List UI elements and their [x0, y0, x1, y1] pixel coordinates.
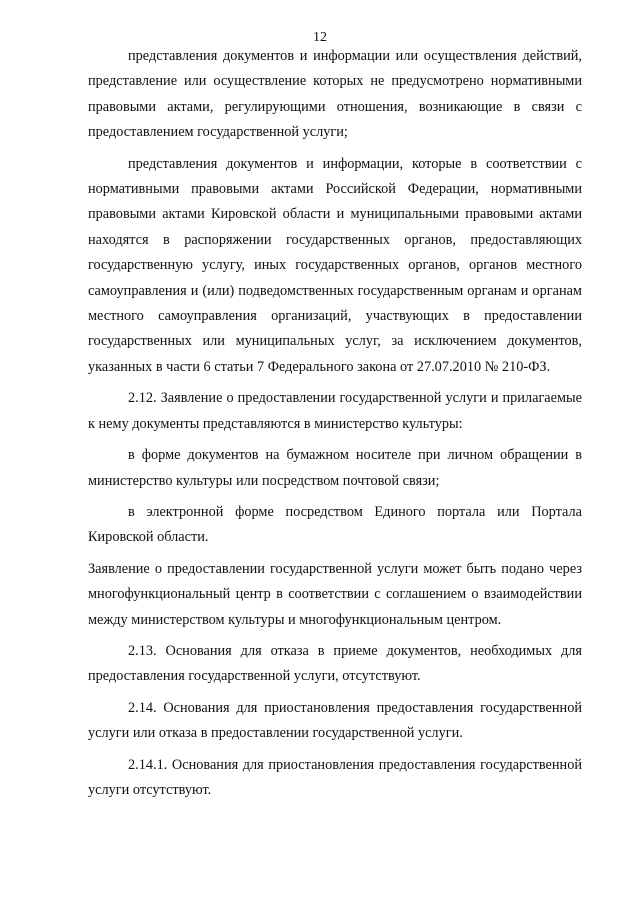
paragraph-2-12: 2.12. Заявление о предоставлении государственной услуги и прилагаемые к нему документы представляются в министерство культуры: [88, 390, 582, 432]
page-number: 12 [313, 30, 327, 45]
paragraph-electronic-form: в электронной форме посредством Единого портала или Портала Кировской области. [88, 503, 582, 546]
paragraph-2-14: 2.14. Основания для приостановления предоставления государственной услуги или отказа в предоставлении государственной услуги. [88, 699, 582, 742]
paragraph-2: представления документов и информации, которые в соответствии с нормативными правовыми актами Российской Федерации, нормативными правовыми актами Кировской области и муниципальными правовыми актами находятся в распоряжении государственных органов, предоставляющих государственную услугу, иных государственных органов, органов местного самоуправления и (или) подведомственных государственным органам и органам местного самоуправления организаций, участвующих в предоставлении государственных или муниципальных услуг, за исключением документов, указанных в части 6 статьи 7 Федерального закона от 27.07.2010 № 210-ФЗ. [88, 155, 582, 375]
paragraph-1: представления документов и информации или осуществления действий, представление или осуществление которых не предусмотрено нормативными правовыми актами, регулирующими отношения, возникающие в связи с предоставлением государственной услуги; [88, 48, 582, 141]
paragraph-2-13: 2.13. Основания для отказа в приеме документов, необходимых для предоставления государственной услуги, отсутствуют. [88, 642, 582, 685]
paragraph-paper-form: в форме документов на бумажном носителе при личном обращении в министерство культуры или посредством почтовой связи; [88, 447, 582, 489]
paragraph-2-14-1: 2.14.1. Основания для приостановления предоставления государственной услуги отсутствуют. [88, 756, 582, 798]
document-body [88, 44, 582, 803]
paragraph-mfc: Заявление о предоставлении государственной услуги может быть подано через многофункциональный центр в соответствии с соглашением о взаимодействии между министерством культуры и многофункциональным центром. [88, 560, 582, 628]
